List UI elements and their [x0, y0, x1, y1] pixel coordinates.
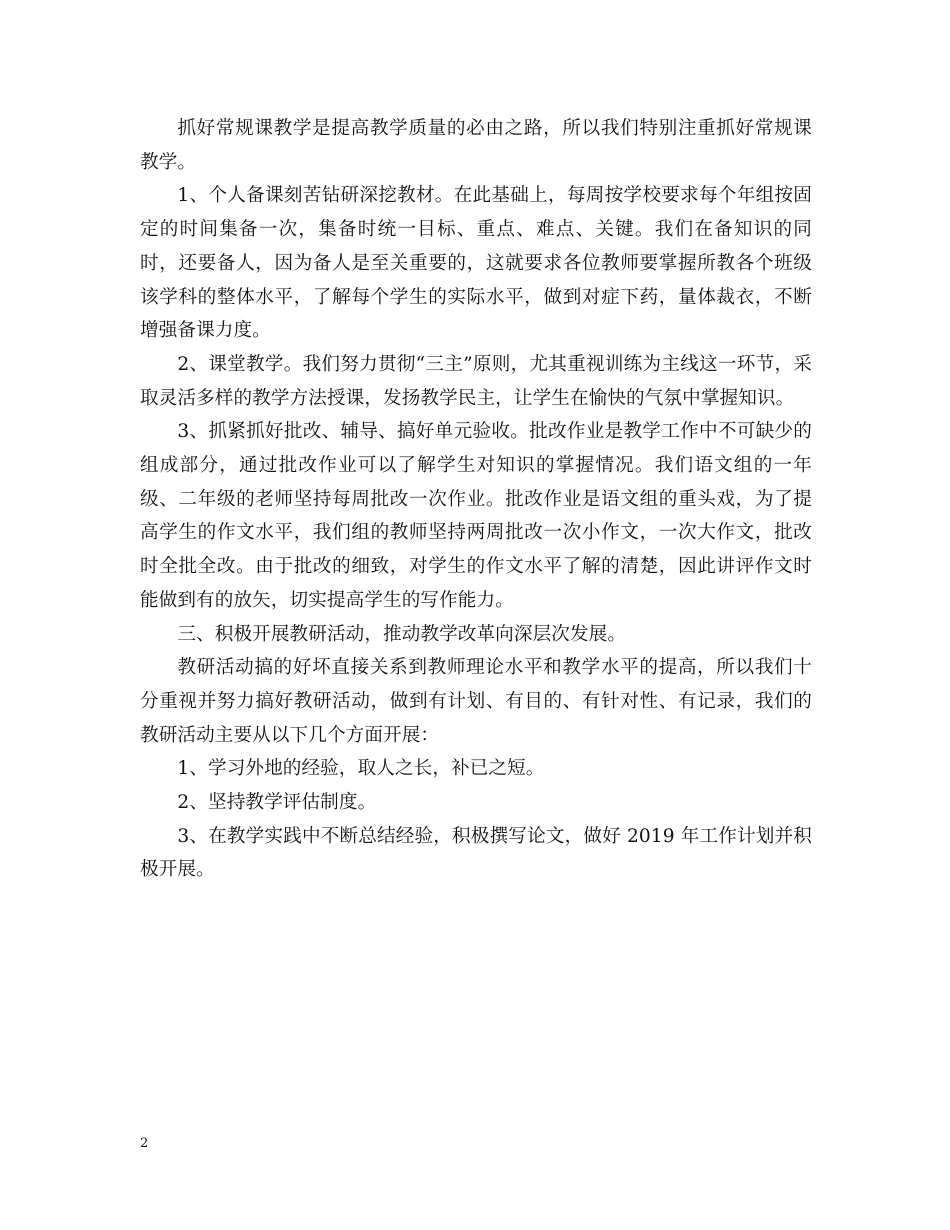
paragraph-regular-teaching: 抓好常规课教学是提高教学质量的必由之路，所以我们特别注重抓好常规课教学。: [140, 118, 812, 173]
paragraph-learn-experience: 1、学习外地的经验，取人之长，补已之短。: [177, 758, 545, 780]
paragraph-homework-correction: 3、抓紧抓好批改、辅导、搞好单元验收。批改作业是教学工作中不可缺少的组成部分，通过批改作业可以了解学生对知识的掌握情况。我们语文组的一年级、二年级的老师坚持每周批改一次作业。批改作业是语文组的重头戏，为了提高学生的作文水平，我们组的教师坚持两周批改一次小作文，一次大作文，批改时全批全改。由于批改的细致，对学生的作文水平了解的清楚，因此讲评作文时能做到有的放矢，切实提高学生的写作能力。: [140, 421, 812, 611]
paragraph-section-heading: 三、积极开展教研活动，推动教学改革向深层次发展。: [177, 623, 627, 645]
paragraph-evaluation-system: 2、坚持教学评估制度。: [177, 792, 377, 814]
page-number: 2: [140, 1136, 149, 1151]
paragraph-classroom-teaching: 2、课堂教学。我们努力贯彻“三主”原则，尤其重视训练为主线这一环节，采取灵活多样的教学方法授课，发扬教学民主，让学生在愉快的气氛中掌握知识。: [140, 353, 812, 409]
paragraph-lesson-preparation: 1、个人备课刻苦钻研深挖教材。在此基础上，每周按学校要求每个年组按固定的时间集备一次，集备时统一目标、重点、难点、关键。我们在备知识的同时，还要备人，因为备人是至关重要的，这就要求各位教师要掌握所教各个班级该学科的整体水平，了解每个学生的实际水平，做到对症下药，量体裁衣，不断增强备课力度。: [140, 185, 812, 342]
document-body: [140, 112, 812, 887]
paragraph-teaching-research: 教研活动搞的好坏直接关系到教师理论水平和教学水平的提高，所以我们十分重视并努力搞好教研活动，做到有计划、有目的、有针对性、有记录，我们的教研活动主要从以下几个方面开展：: [140, 657, 812, 746]
paragraph-summarize-experience: 3、在教学实践中不断总结经验，积极撰写论文，做好 2019 年工作计划并积极开展。: [140, 825, 812, 881]
